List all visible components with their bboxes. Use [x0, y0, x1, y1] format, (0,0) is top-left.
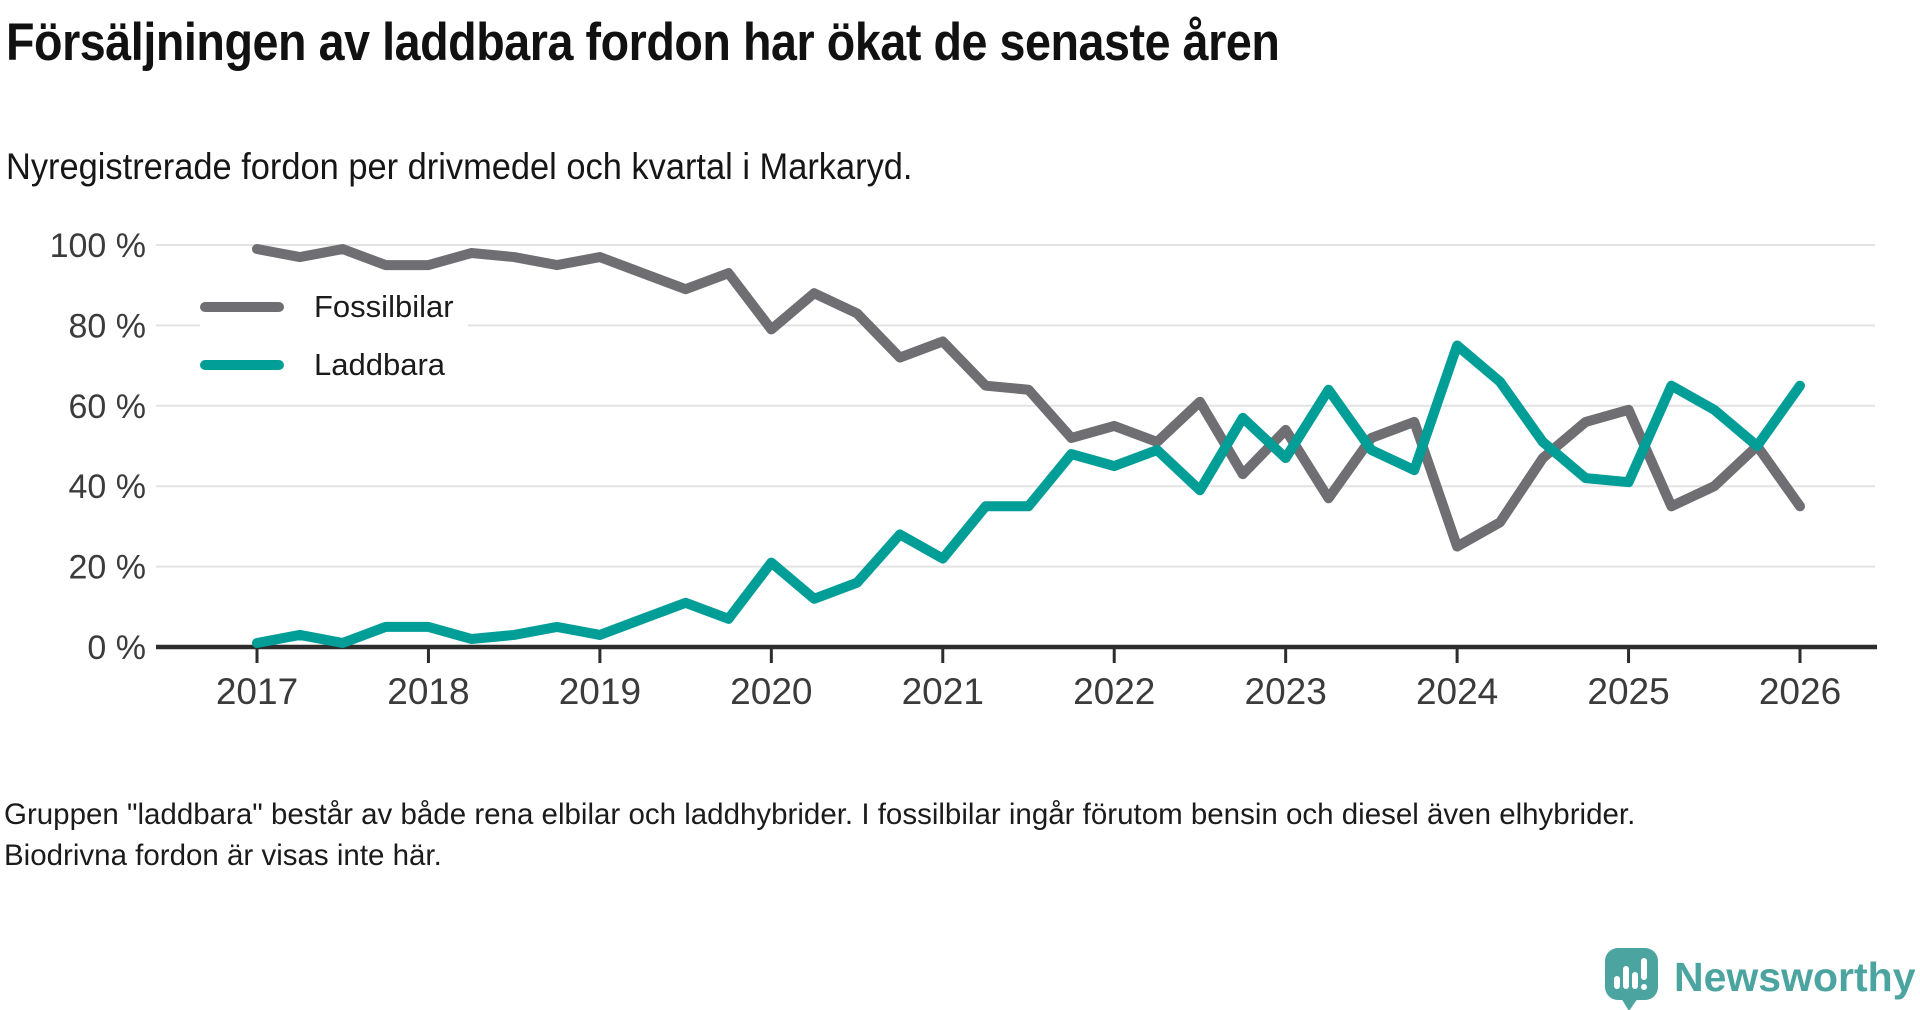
y-axis-tick-label: 0 % [87, 629, 146, 667]
newsworthy-logo [1604, 948, 1916, 1010]
bar-chart-speech-bubble-icon [1604, 948, 1660, 1010]
x-axis-tick-label: 2023 [1244, 671, 1327, 712]
newsworthy-wordmark: Newsworthy [1674, 954, 1916, 1000]
x-axis-tick-label: 2018 [387, 671, 470, 712]
chart-legend [200, 274, 468, 398]
x-axis-tick-label: 2017 [215, 671, 299, 712]
legend-label: Fossilbilar [314, 289, 454, 324]
x-axis-tick-label: 2024 [1415, 671, 1499, 712]
legend-label: Laddbara [314, 347, 446, 382]
footnote: Gruppen "laddbara" består av både rena elbilar och laddhybrider. I fossilbilar ingår förutom bensin och diesel även elhybrider. Biodrivna fordon är visas inte här. [4, 798, 1636, 872]
x-axis-tick-label: 2025 [1587, 671, 1670, 712]
legend-item-laddbara [200, 336, 454, 394]
x-axis-tick-label: 2022 [1073, 671, 1156, 712]
x-axis-tick-label: 2019 [558, 671, 642, 712]
legend-item-fossilbilar [200, 278, 454, 336]
y-axis-tick-label: 60 % [68, 387, 146, 426]
y-axis-tick-label: 80 % [68, 307, 146, 346]
y-axis-tick-label: 100 % [49, 227, 146, 265]
y-axis-tick-label: 20 % [68, 548, 146, 587]
page-title: Försäljningen av laddbara fordon har ökat de senaste åren [6, 13, 1280, 72]
laddbara-line-swatch-icon [200, 360, 284, 370]
fossilbilar-line-swatch-icon [200, 302, 284, 312]
x-axis-tick-label: 2026 [1758, 671, 1842, 712]
x-axis-tick-label: 2021 [901, 671, 984, 712]
y-axis-tick-label: 40 % [68, 468, 146, 507]
x-axis-tick-label: 2020 [730, 671, 813, 712]
chart-subtitle: Nyregistrerade fordon per drivmedel och kvartal i Markaryd. [6, 146, 913, 187]
